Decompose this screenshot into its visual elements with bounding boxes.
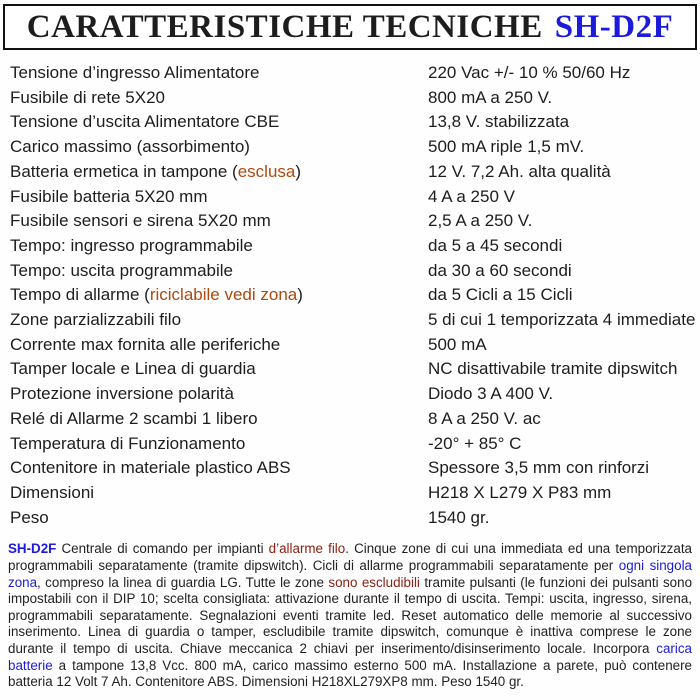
spec-label bbox=[0, 259, 428, 284]
spec-value: 800 mA a 250 V. bbox=[428, 87, 553, 107]
spec-row bbox=[0, 61, 700, 86]
text-segment: Protezione inversione polarità bbox=[10, 384, 234, 404]
text-segment: Fusibile batteria 5X20 mm bbox=[10, 186, 208, 206]
text-segment: Dimensioni bbox=[10, 482, 95, 502]
spec-value: 2,5 A a 250 V. bbox=[428, 211, 533, 231]
spec-row bbox=[0, 185, 700, 210]
text-segment: tramite pulsanti (le funzioni dei pulsanti sono impostabili con il DIP 10; scelta consigliata: attivazione durante il tempo di uscita. Tempi: uscita, ingresso, sirena, programmabili separatamente. Segnalazioni eventi tramite led. Reset automatico delle memorie al successivo inserimento. Linea di guardia o tamper, escludibile tramite dipswitch, comunque è inattiva comprese le zone durante il tempo di uscita. Chiave meccanica 2 chiavi per inserimento/disinserimento locale. Incorpora bbox=[8, 574, 693, 656]
spec-value: 8 A a 250 V. ac bbox=[428, 408, 541, 428]
page-title-model: SH-D2F bbox=[554, 8, 674, 45]
spec-row bbox=[0, 382, 700, 407]
spec-row bbox=[0, 234, 700, 259]
spec-row bbox=[0, 110, 700, 135]
specs-table bbox=[0, 61, 700, 530]
highlighted-text: SH-D2F bbox=[8, 541, 57, 557]
text-segment: ) bbox=[295, 161, 302, 181]
text-segment: Fusibile di rete 5X20 bbox=[10, 87, 165, 107]
spec-label bbox=[0, 110, 428, 135]
spec-row bbox=[0, 308, 700, 333]
spec-label bbox=[0, 135, 428, 160]
spec-label bbox=[0, 185, 428, 210]
spec-row bbox=[0, 407, 700, 432]
spec-value: H218 X L279 X P83 mm bbox=[428, 482, 612, 502]
spec-label bbox=[0, 283, 428, 308]
spec-row bbox=[0, 160, 700, 185]
spec-label bbox=[0, 86, 428, 111]
text-segment: Tempo di allarme ( bbox=[10, 285, 150, 305]
description bbox=[8, 541, 692, 690]
text-segment: Temperatura di Funzionamento bbox=[10, 433, 246, 453]
spec-row bbox=[0, 283, 700, 308]
highlighted-text: sono escludibili bbox=[328, 574, 420, 590]
text-segment: Batteria ermetica in tampone ( bbox=[10, 161, 238, 181]
title-bar bbox=[3, 4, 697, 50]
text-segment: . Cinque zone di cui una immediata ed una temporizzata programmabili separatamente (tramite dipswitch). Cicli di allarme programmabili separatamente per bbox=[8, 541, 692, 573]
text-segment: Fusibile sensori e sirena 5X20 mm bbox=[10, 211, 271, 231]
spec-label bbox=[0, 160, 428, 185]
spec-row bbox=[0, 432, 700, 457]
spec-row bbox=[0, 259, 700, 284]
text-segment: Corrente max fornita alle periferiche bbox=[10, 334, 281, 354]
spec-label bbox=[0, 61, 428, 86]
text-segment: Tensione d’ingresso Alimentatore bbox=[10, 63, 260, 82]
text-segment: Centrale di comando per impianti bbox=[56, 541, 269, 557]
text-segment: Peso bbox=[10, 507, 49, 527]
page-title: CARATTERISTICHE TECNICHE bbox=[26, 8, 543, 45]
spec-label bbox=[0, 209, 428, 234]
spec-value: Diodo 3 A 400 V. bbox=[428, 384, 554, 404]
spec-value: da 5 a 45 secondi bbox=[428, 235, 563, 255]
text-segment: a tampone 13,8 Vcc. 800 mA, carico massimo esterno 500 mA. Installazione a parete, può contenere batteria 12 Volt 7 Ah. Contenitore ABS. Dimensioni H218XL279XP8 mm. Peso 1540 gr. bbox=[8, 657, 692, 690]
spec-row bbox=[0, 333, 700, 358]
text-segment: Zone parzializzabili filo bbox=[10, 310, 182, 330]
spec-row bbox=[0, 456, 700, 481]
text-segment: Tempo: uscita programmabile bbox=[10, 260, 233, 280]
text-segment: Contenitore in materiale plastico ABS bbox=[10, 458, 291, 478]
text-segment: Tamper locale e Linea di guardia bbox=[10, 359, 256, 379]
text-segment: Tempo: ingresso programmabile bbox=[10, 235, 253, 255]
spec-row bbox=[0, 357, 700, 382]
spec-row bbox=[0, 86, 700, 111]
spec-value: -20° + 85° C bbox=[428, 433, 522, 453]
spec-label bbox=[0, 333, 428, 358]
spec-value: da 30 a 60 secondi bbox=[428, 260, 572, 280]
spec-value: 13,8 V. stabilizzata bbox=[428, 112, 570, 132]
text-segment: Tensione d’uscita Alimentatore CBE bbox=[10, 112, 280, 132]
text-segment: Carico massimo (assorbimento) bbox=[10, 137, 250, 157]
spec-value: 1540 gr. bbox=[428, 507, 490, 527]
spec-label bbox=[0, 407, 428, 432]
highlighted-text: riciclabile vedi zona bbox=[149, 285, 298, 305]
spec-value: 5 di cui 1 temporizzata 4 immediate bbox=[428, 310, 696, 330]
spec-row bbox=[0, 506, 700, 531]
spec-sheet-page bbox=[0, 4, 700, 700]
spec-value: Spessore 3,5 mm con rinforzi bbox=[428, 458, 650, 478]
spec-row bbox=[0, 481, 700, 506]
text-segment: , compreso la linea di guardia LG. Tutte le zone bbox=[37, 574, 329, 590]
spec-value: 12 V. 7,2 Ah. alta qualità bbox=[428, 161, 611, 181]
spec-value: 220 Vac +/- 10 % 50/60 Hz bbox=[428, 63, 631, 82]
spec-label bbox=[0, 234, 428, 259]
text-segment: ) bbox=[297, 285, 303, 305]
highlighted-text: esclusa bbox=[237, 161, 296, 181]
spec-value: 4 A a 250 V bbox=[428, 186, 515, 206]
highlighted-text: carica batterie bbox=[8, 640, 692, 673]
spec-value: NC disattivabile tramite dipswitch bbox=[428, 359, 678, 379]
spec-value: 500 mA riple 1,5 mV. bbox=[428, 137, 585, 157]
spec-label bbox=[0, 308, 428, 333]
spec-label bbox=[0, 506, 428, 531]
spec-row bbox=[0, 209, 700, 234]
spec-label bbox=[0, 481, 428, 506]
spec-label bbox=[0, 456, 428, 481]
spec-label bbox=[0, 382, 428, 407]
spec-value: 500 mA bbox=[428, 334, 487, 354]
spec-row bbox=[0, 135, 700, 160]
highlighted-text: d’allarme filo bbox=[268, 541, 346, 557]
text-segment: Relé di Allarme 2 scambi 1 libero bbox=[10, 408, 258, 428]
highlighted-text: ogni singola zona bbox=[8, 557, 692, 590]
spec-value: da 5 Cicli a 15 Cicli bbox=[428, 285, 573, 305]
spec-label bbox=[0, 432, 428, 457]
spec-label bbox=[0, 357, 428, 382]
